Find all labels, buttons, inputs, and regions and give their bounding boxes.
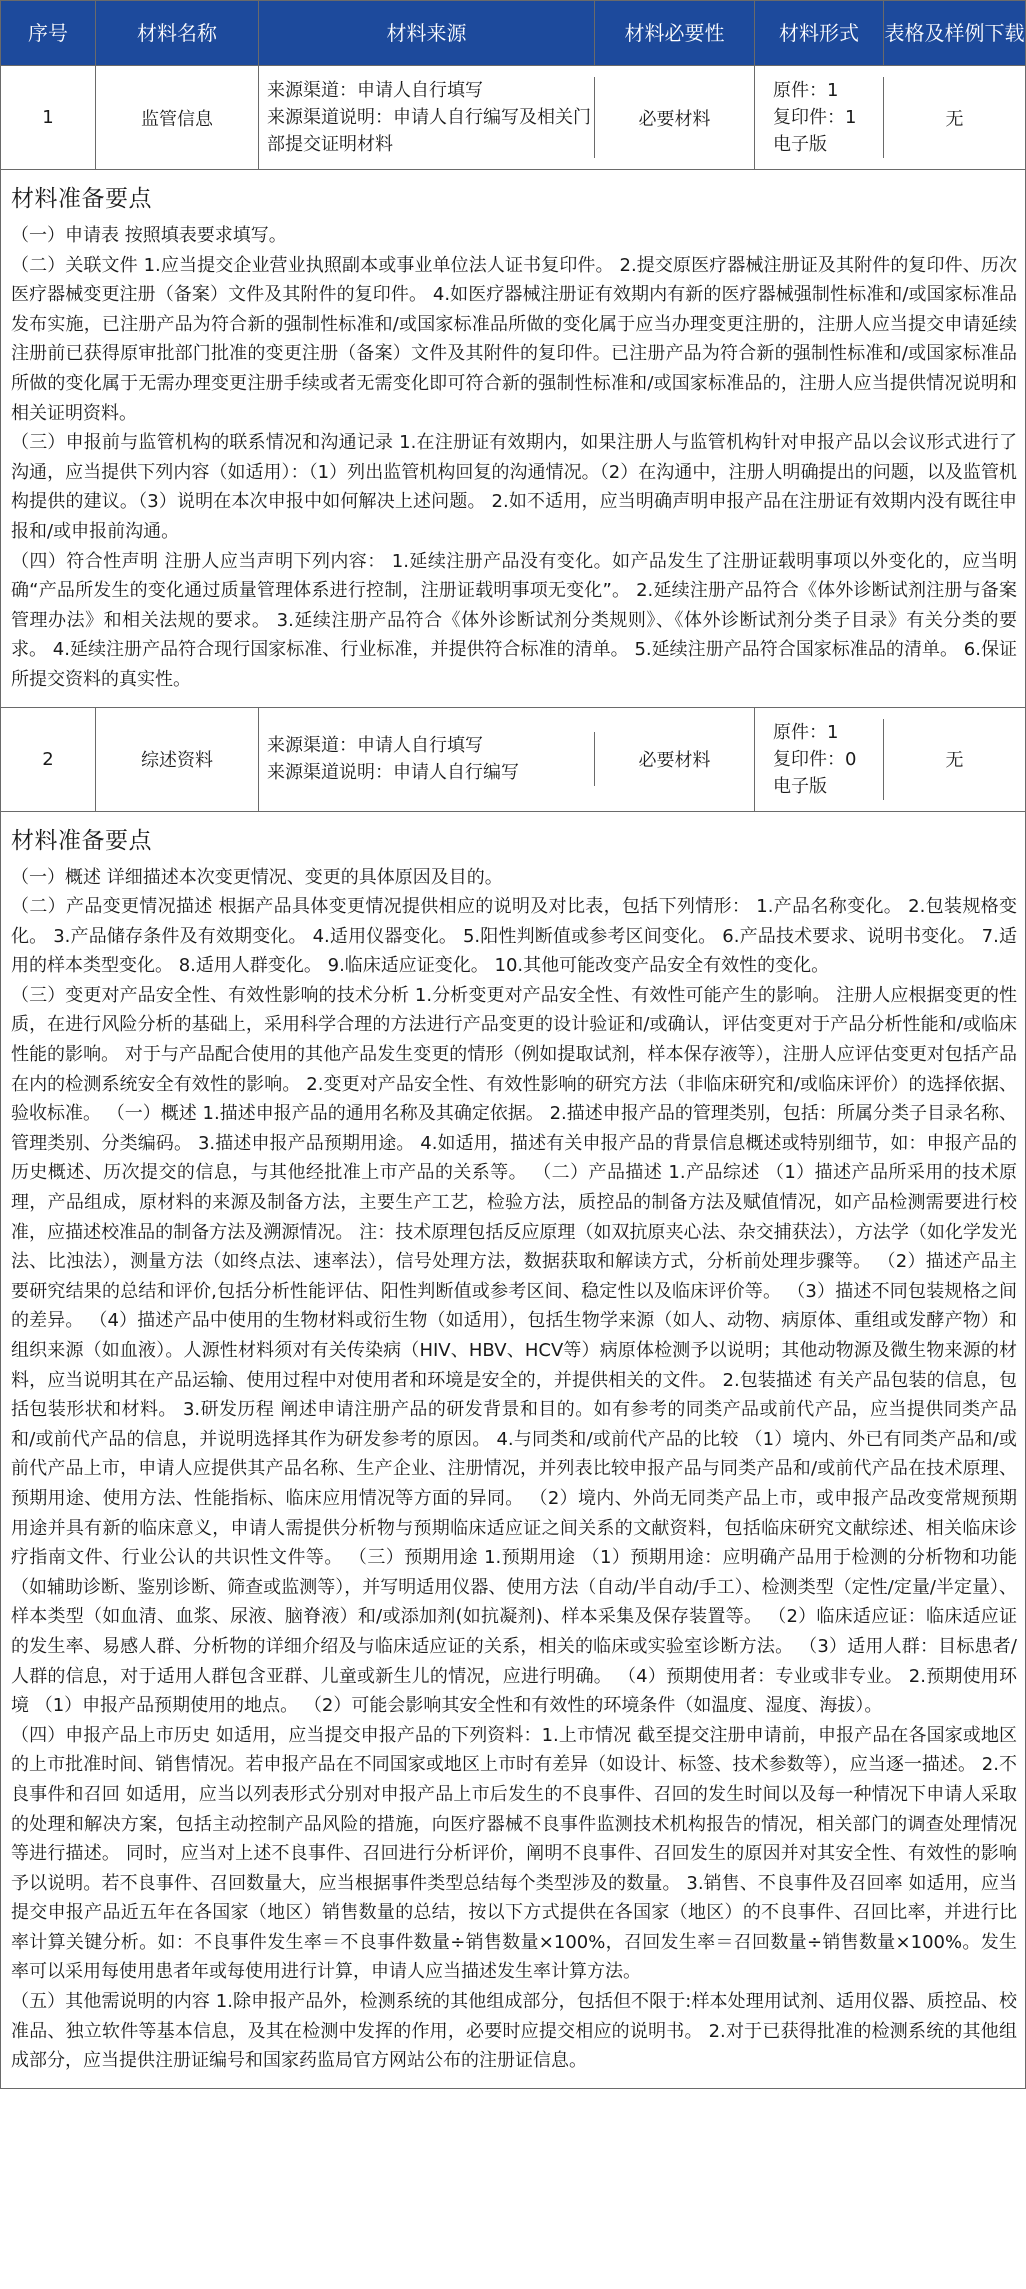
table-row bbox=[0, 66, 1026, 170]
form-original: 原件：1 bbox=[773, 80, 839, 101]
header-material-source: 材料来源 bbox=[259, 1, 595, 65]
row-index: 2 bbox=[1, 708, 96, 811]
form-copy: 复印件：0 bbox=[773, 748, 857, 770]
source-channel: 来源渠道：申请人自行填写 bbox=[267, 80, 483, 101]
header-download: 表格及样例下载 bbox=[884, 20, 1025, 45]
form-electronic: 电子版 bbox=[773, 134, 827, 155]
table-row bbox=[0, 708, 1026, 812]
header-index: 序号 bbox=[1, 1, 96, 65]
requirements-section bbox=[0, 812, 1026, 2089]
requirement-paragraph: （二）关联文件 1.应当提交企业营业执照副本或事业单位法人证书复印件。 2.提交原医疗器械注册证及其附件的复印件、历次医疗器械变更注册（备案）文件及其附件的复印件。 4.如医疗器械注册证有效期内有新的医疗器械强制性标准和/或国家标准品发布实施，已注册产品为符合新的强制性标准和/或国家标准品所做的变化属于应当办理变更注册的，注册人应当提交申请延续注册前已获得原审批部门批准的变更注册（备案）文件及其附件的复印件。已注册产品为符合新的强制性标准和/或国家标准品所做的变化属于无需办理变更注册手续或者无需变化即可符合新的强制性标准和/或国家标准品的，注册人应当提供情况说明和相关证明资料。 bbox=[11, 254, 1017, 424]
table-header bbox=[0, 0, 1026, 66]
header-necessity: 材料必要性 bbox=[595, 1, 755, 65]
row-form bbox=[755, 77, 884, 158]
row-material-name: 综述资料 bbox=[96, 708, 259, 811]
requirement-paragraph: （三）申报前与监管机构的联系情况和沟通记录 1.在注册证有效期内，如果注册人与监管机构针对申报产品以会议形式进行了沟通，应当提供下列内容（如适用）：（1）列出监管机构回复的沟通情况。（2）在沟通中，注册人明确提出的问题，以及监管机构提供的建议。（3）说明在本次申报中如何解决上述问题。 2.如不适用，应当明确声明申报产品在注册证有效期内没有既往申报和/或申报前沟通。 bbox=[11, 432, 1017, 542]
requirement-paragraph: （一）申请表 按照填表要求填写。 bbox=[11, 225, 287, 246]
row-material-source bbox=[259, 732, 595, 786]
form-electronic: 电子版 bbox=[773, 775, 827, 797]
requirements-title: 材料准备要点 bbox=[11, 827, 152, 854]
row-necessity: 必要材料 bbox=[595, 66, 755, 169]
row-download: 无 bbox=[945, 750, 964, 771]
requirement-paragraph: （一）概述 详细描述本次变更情况、变更的具体原因及目的。 bbox=[11, 866, 503, 888]
source-channel-note: 来源渠道说明：申请人自行编写 bbox=[267, 762, 519, 783]
form-original: 原件：1 bbox=[773, 721, 839, 743]
requirement-paragraph: （四）申报产品上市历史 如适用，应当提交申报产品的下列资料：1.上市情况 截至提交注册申请前，申报产品在各国家或地区的上市批准时间、销售情况。若申报产品在不同国家或地区上市时有差异（如设计、标签、技术参数等），应当逐一描述。 2.不良事件和召回 如适用，应当以列表形式分别对申报产品上市后发生的不良事件、召回的发生时间以及每一种情况下申请人采取的处理和解决方案，包括主动控制产品风险的措施，向医疗器械不良事件监测技术机构报告的情况，相关部门的调查处理情况等进行描述。 同时，应当对上述不良事件、召回进行分析评价，阐明不良事件、召回发生的原因并对其安全性、有效性的影响予以说明。若不良事件、召回数量大，应当根据事件类型总结每个类型涉及的数量。 3.销售、不良事件及召回率 如适用，应当提交申报产品近五年在各国家（地区）销售数量的总结，按以下方式提供在各国家（地区）的不良事件、召回比率，并进行比率计算关键分析。如：不良事件发生率＝不良事件数量÷销售数量×100%，召回发生率＝召回数量÷销售数量×100%。发生率可以采用每使用患者年或每使用进行计算，申请人应当描述发生率计算方法。 bbox=[11, 1724, 1017, 1983]
requirement-paragraph: （四）符合性声明 注册人应当声明下列内容： 1.延续注册产品没有变化。如产品发生了注册证载明事项以外变化的，应当明确“产品所发生的变化通过质量管理体系进行控制，注册证载明事项无变化”。 2.延续注册产品符合《体外诊断试剂注册与备案管理办法》和相关法规的要求。 3.延续注册产品符合《体外诊断试剂分类规则》、《体外诊断试剂分类子目录》有关分类的要求。 4.延续注册产品符合现行国家标准、行业标准，并提供符合标准的清单。 5.延续注册产品符合国家标准品的清单。 6.保证所提交资料的真实性。 bbox=[11, 550, 1017, 690]
source-channel-note: 来源渠道说明：申请人自行编写及相关门部提交证明材料 bbox=[267, 107, 591, 155]
source-channel: 来源渠道：申请人自行填写 bbox=[267, 735, 483, 756]
requirement-paragraph: （二）产品变更情况描述 根据产品具体变更情况提供相应的说明及对比表，包括下列情形： 1.产品名称变化。 2.包装规格变化。 3.产品储存条件及有效期变化。 4.适用仪器变化。 5.阳性判断值或参考区间变化。 6.产品技术要求、说明书变化。 7.适用的样本类型变化。 8.适用人群变化。 9.临床适应证变化。 10.其他可能改变产品安全有效性的变化。 bbox=[11, 896, 1017, 977]
row-index: 1 bbox=[1, 66, 96, 169]
row-necessity: 必要材料 bbox=[595, 708, 755, 811]
requirement-paragraph: （三）变更对产品安全性、有效性影响的技术分析 1.分析变更对产品安全性、有效性可能产生的影响。 注册人应根据变更的性质，在进行风险分析的基础上，采用科学合理的方法进行产品变更的设计验证和/或确认，评估变更对于产品分析性能和/或临床性能的影响。 对于与产品配合使用的其他产品发生变更的情形（例如提取试剂，样本保存液等），注册人应评估变更对包括产品在内的检测系统安全有效性的影响。 2.变更对产品安全性、有效性影响的研究方法（非临床研究和/或临床评价）的选择依据、验收标准。 （一）概述 1.描述申报产品的通用名称及其确定依据。 2.描述申报产品的管理类别，包括：所属分类子目录名称、管理类别、分类编码。 3.描述申报产品预期用途。 4.如适用，描述有关申报产品的背景信息概述或特别细节，如：申报产品的历史概述、历次提交的信息，与其他经批准上市产品的关系等。 （二）产品描述 1.产品综述 （1）描述产品所采用的技术原理，产品组成，原材料的来源及制备方法，主要生产工艺，检验方法，质控品的制备方法及赋值情况，如产品检测需要进行校准，应描述校准品的制备方法及溯源情况。 注：技术原理包括反应原理（如双抗原夹心法、杂交捕获法），方法学（如化学发光法、比浊法），测量方法（如终点法、速率法），信号处理方法，数据获取和解读方式，分析前处理步骤等。 （2）描述产品主要研究结果的总结和评价,包括分析性能评估、阳性判断值或参考区间、稳定性以及临床评价等。 （3）描述不同包装规格之间的差异。 （4）描述产品中使用的生物材料或衍生物（如适用），包括生物学来源（如人、动物、病原体、重组或发酵产物）和组织来源（如血液）。人源性材料须对有关传染病（HIV、HBV、HCV等）病原体检测予以说明；其他动物源及微生物来源的材料，应当说明其在产品运输、使用过程中对使用者和环境是安全的，并提供相关的文件。 2.包装描述 有关产品包装的信息，包括包装形状和材料。 3.研发历程 阐述申请注册产品的研发背景和目的。如有参考的同类产品或前代产品，应当提供同类产品和/或前代产品的信息，并说明选择其作为研发参考的原因。 4.与同类和/或前代产品的比较 （1）境内、外已有同类产品和/或前代产品上市，申请人应提供其产品名称、生产企业、注册情况，并列表比较申报产品与同类产品和/或前代产品在技术原理、预期用途、使用方法、性能指标、临床应用情况等方面的异同。 （2）境内、外尚无同类产品上市，或申报产品改变常规预期用途并具有新的临床意义，申请人需提供分析物与预期临床适应证之间关系的文献资料，包括临床研究文献综述、相关临床诊疗指南文件、行业公认的共识性文件等。 （三）预期用途 1.预期用途 （1）预期用途：应明确产品用于检测的分析物和功能（如辅助诊断、鉴别诊断、筛查或监测等），并写明适用仪器、使用方法（自动/半自动/手工）、检测类型（定性/定量/半定量）、样本类型（如血清、血浆、尿液、脑脊液）和/或添加剂(如抗凝剂)、样本采集及保存装置等。 （2）临床适应证：临床适应证的发生率、易感人群、分析物的详细介绍及与临床适应证的关系，相关的临床或实验室诊断方法。 （3）适用人群：目标患者/人群的信息，对于适用人群包含亚群、儿童或新生儿的情况，应进行明确。 （4）预期使用者：专业或非专业。 2.预期使用环境 （1）申报产品预期使用的地点。 （2）可能会影响其安全性和有效性的环境条件（如温度、湿度、海拔）。 bbox=[11, 984, 1017, 1717]
header-form: 材料形式 bbox=[755, 1, 884, 65]
requirements-title: 材料准备要点 bbox=[11, 186, 152, 212]
row-material-source bbox=[259, 77, 595, 158]
requirement-paragraph: （五）其他需说明的内容 1.除申报产品外，检测系统的其他组成部分，包括但不限于:样本处理用试剂、适用仪器、质控品、校准品、独立软件等基本信息，及其在检测中发挥的作用，必要时应提交相应的说明书。 2.对于已获得批准的检测系统的其他组成部分，应当提供注册证编号和国家药监局官方网站公布的注册证信息。 bbox=[11, 1991, 1017, 2072]
requirements-section bbox=[0, 170, 1026, 708]
row-download: 无 bbox=[945, 108, 964, 130]
header-material-name: 材料名称 bbox=[96, 1, 259, 65]
row-material-name: 监管信息 bbox=[96, 66, 259, 169]
form-copy: 复印件：1 bbox=[773, 107, 857, 128]
row-form bbox=[755, 719, 884, 800]
